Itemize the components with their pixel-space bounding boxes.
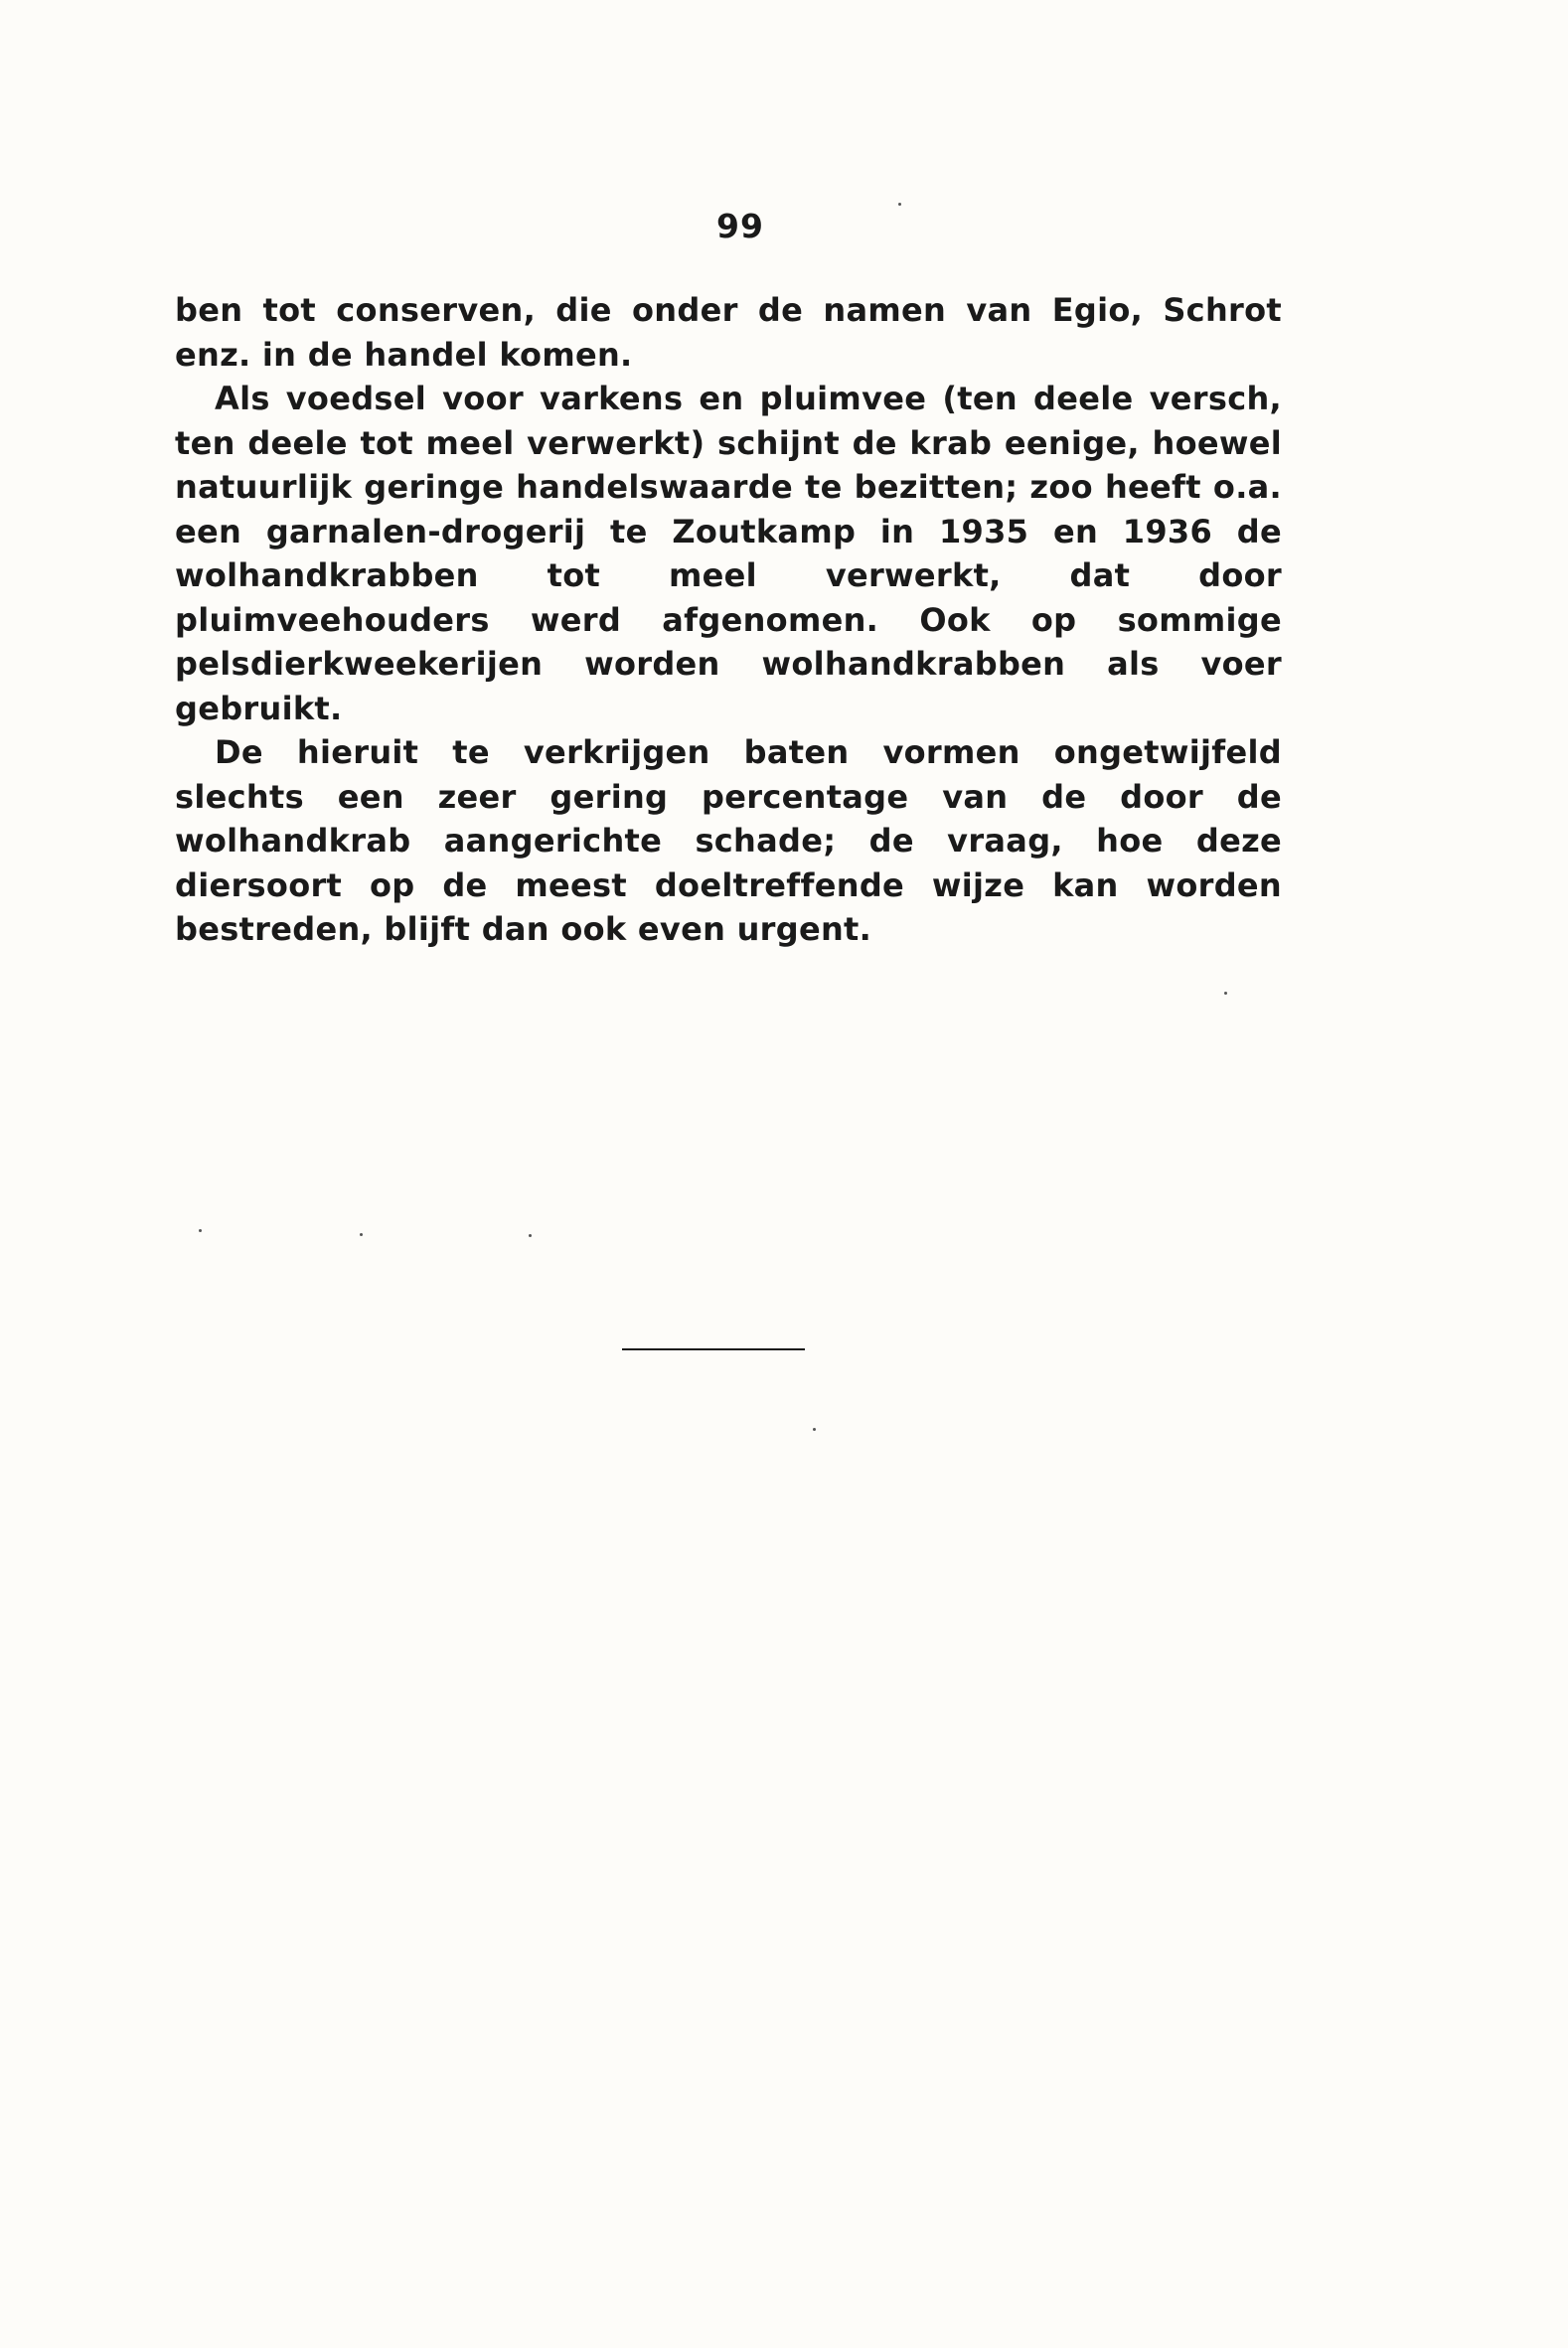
scan-speck bbox=[199, 1229, 202, 1232]
scan-speck bbox=[898, 203, 901, 206]
page-number: 99 bbox=[716, 207, 764, 245]
scan-speck bbox=[529, 1234, 532, 1237]
end-of-chapter-rule bbox=[622, 1348, 805, 1350]
paragraph-conclusion: De hieruit te verkrijgen baten vormen ongetwijfeld slechts een zeer gering percentage van de door de wolhandkrab aangerichte schade; de vraag, hoe deze diersoort op de meest doeltreffende wijze kan worden bestreden, blijft dan ook even urgent. bbox=[175, 733, 1282, 948]
paragraph-continuation: ben tot conserven, die onder de namen van Egio, Schrot enz. in de handel komen. bbox=[175, 291, 1282, 374]
paragraph-feed-use: Als voedsel voor varkens en pluimvee (ten deele versch, ten deele tot meel verwerkt) schijnt de krab eenige, hoewel natuurlijk geringe handelswaarde te bezitten; zoo heeft o.a. een garnalen-drogerij te Zoutkamp in 1935 en 1936 de wolhandkrabben tot meel verwerkt, dat door pluimveehouders werd afgenomen. Ook op sommige pelsdierkweekerijen worden wolhandkrabben als voer gebruikt. bbox=[175, 380, 1282, 727]
scan-speck bbox=[813, 1428, 816, 1431]
scan-speck bbox=[1224, 992, 1227, 995]
scan-speck bbox=[360, 1233, 363, 1236]
body-text bbox=[175, 288, 1282, 952]
